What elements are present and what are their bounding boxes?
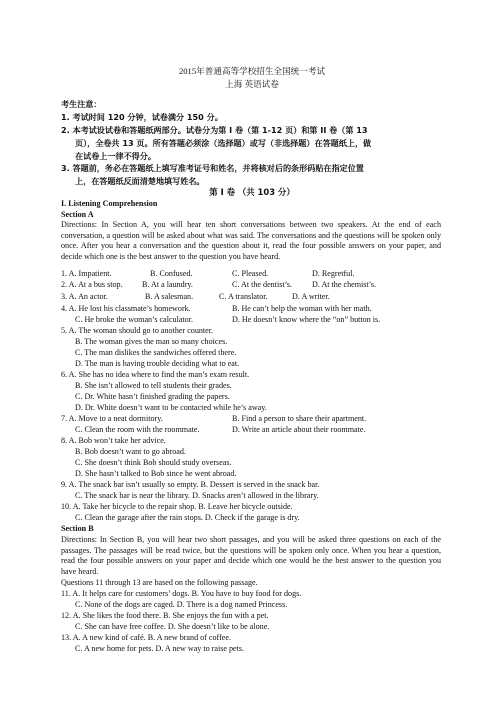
section-b-directions: Directions: In Section B, you will hear two short passages, and you will be asked three questions on each of the passages. The passages will be read twice, but the questions will be spoken only once. When you hear a question, read the four possible answers on your paper and decide which one would be the best answer to the question you have heard. [61, 535, 441, 576]
q4-option-d: D. He doesn’t know where the “on” button is. [232, 315, 381, 324]
section-a-label: Section A [61, 210, 94, 219]
notice-heading: 考生注意： [61, 99, 102, 109]
q2-option-a: 2. A. At a bus stop. [61, 280, 123, 289]
q5-option-a: 5. A. The woman should go to another counter. [61, 326, 214, 335]
q6-option-d: D. Dr. White doesn’t want to be contacted while he’s away. [75, 403, 267, 412]
q5-option-d: D. The man is having trouble deciding what to eat. [75, 359, 240, 368]
notice-item: 3. 答题前，务必在答题纸上填写准考证号和姓名，并将核对后的条形码贴在指定位置 [61, 163, 364, 173]
exam-title: 2015年普通高等学校招生全国统一考试 [178, 66, 326, 76]
q8-option-c: C. She doesn’t think Bob should study overseas. [75, 458, 232, 467]
q8-option-d: D. She hasn’t talked to Bob since he went abroad. [75, 469, 237, 478]
q3-option-b: B. A salesman. [145, 292, 194, 301]
q9-options-cd: C. The snack bar is near the library. D. Snacks aren’t allowed in the library. [75, 491, 319, 500]
q1-option-d: D. Regretful. [312, 269, 355, 278]
q13-options-cd: C. A new home for pets. D. A new way to raise pets. [75, 644, 245, 653]
q12-options-ab: 12. A. She likes the food there. B. She enjoys the fun with a pet. [61, 611, 269, 620]
section-heading: I. Listening Comprehension [61, 199, 158, 208]
q2-option-b: B. At a laundry. [142, 280, 193, 289]
q1-option-c: C. Pleased. [232, 269, 269, 278]
q11-options-cd: C. None of the dogs are caged. D. There is a dog named Princess. [75, 600, 288, 609]
notice-item: 2. 本考试设试卷和答题纸两部分。试卷分为第 I 卷（第 1-12 页）和第 II 卷（第 13 [61, 125, 368, 135]
q1-option-a: 1. A. Impatient. [61, 269, 112, 278]
q11-options-ab: 11. A. It helps care for customers’ dogs. B. You have to buy food for dogs. [61, 589, 302, 598]
part-title: 第 I 卷 （共 103 分） [209, 187, 295, 197]
q6-option-b: B. She isn’t allowed to tell students their grades. [75, 381, 232, 390]
q3-option-c: C. A translator. [219, 292, 268, 301]
q7-option-d: D. Write an article about their roommate. [232, 425, 366, 434]
q8-option-b: B. Bob doesn’t want to go abroad. [75, 447, 186, 456]
q12-options-cd: C. She can have free coffee. D. She doesn’t like to be alone. [75, 622, 270, 631]
q7-option-a: 7. A. Move to a neat dormitory. [61, 414, 163, 423]
q4-option-c: C. He broke the woman’s calculator. [75, 315, 193, 324]
q5-option-b: B. The woman gives the man so many choices. [75, 337, 228, 346]
passage-intro: Questions 11 through 13 are based on the following passage. [61, 578, 258, 587]
q7-option-c: C. Clean the room with the roommate. [75, 425, 200, 434]
notice-item: 页），全卷共 13 页。所有答题必须涂（选择题）或写（非选择题）在答题纸上，做 [75, 138, 372, 148]
notice-item: 1. 考试时间 120 分钟，试卷满分 150 分。 [61, 112, 223, 122]
q1-option-b: B. Confused. [150, 269, 193, 278]
q4-option-b: B. He can’t help the woman with her math. [232, 304, 372, 313]
notice-item: 上，在答题纸反面清楚地填写姓名。 [75, 176, 205, 186]
q3-option-a: 3. A. An actor. [61, 292, 108, 301]
q6-option-a: 6. A. She has no idea where to find the man’s exam result. [61, 370, 250, 379]
q2-option-d: D. At the chemist’s. [312, 280, 377, 289]
section-b-label: Section B [61, 524, 94, 533]
q9-options-ab: 9. A. The snack bar isn’t usually so empty. B. Dessert is served in the snack bar. [61, 480, 320, 489]
q3-option-d: D. A writer. [292, 292, 330, 301]
q10-options-ab: 10. A. Take her bicycle to the repair shop. B. Leave her bicycle outside. [61, 502, 293, 511]
exam-subtitle: 上海 英语试卷 [225, 79, 279, 89]
q8-option-a: 8. A. Bob won’t take her advice. [61, 436, 166, 445]
section-a-directions: Directions: In Section A, you will hear ten short conversations between two speakers. At the end of each conversation, a question will be asked about what was said. The conversations and the questions will be spoken only once. After you hear a conversation and the question about it, read the four possible answers on your paper, and decide which one is the best answer to the question you have heard. [61, 220, 441, 261]
q7-option-b: B. Find a person to share their apartment. [232, 414, 367, 423]
notice-item: 在试卷上一律不得分。 [75, 151, 156, 161]
q4-option-a: 4. A. He lost his classmate’s homework. [61, 304, 191, 313]
q10-options-cd: C. Clean the garage after the rain stops. D. Check if the garage is dry. [75, 513, 300, 522]
q2-option-c: C. At the dentist’s. [232, 280, 293, 289]
q6-option-c: C. Dr. White hasn’t finished grading the papers. [75, 392, 230, 401]
q5-option-c: C. The man dislikes the sandwiches offered there. [75, 348, 237, 357]
q13-options-ab: 13. A. A new kind of café. B. A new brand of coffee. [61, 633, 232, 642]
